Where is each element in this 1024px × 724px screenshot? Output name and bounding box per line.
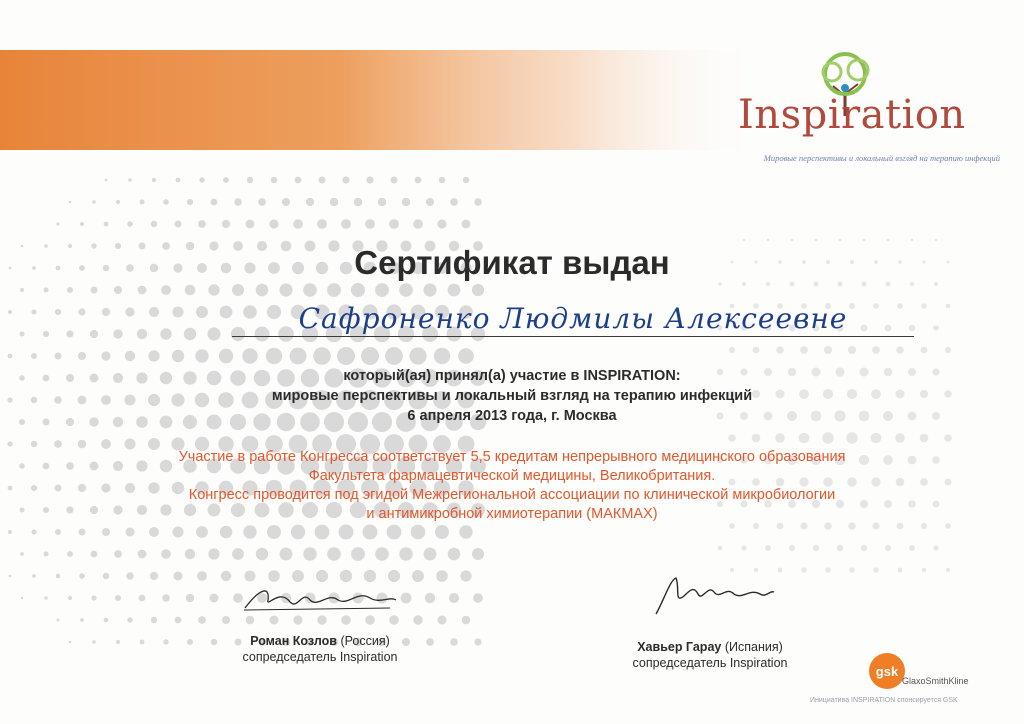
pattern-dot [910,282,914,286]
pattern-dot [210,594,219,603]
pattern-dot [800,346,808,354]
pattern-dot [173,307,184,318]
pattern-dot [366,176,373,183]
pattern-dot [766,282,770,286]
pattern-dot [116,200,120,204]
pattern-dot [31,353,37,359]
pattern-dot [886,282,891,287]
pattern-dot [934,282,938,286]
pattern-dot [313,347,331,365]
pattern-dot [54,440,62,448]
event-subtitle: мировые перспективы и локальный взгляд на терапию инфекций [271,388,753,404]
pattern-dot [361,347,379,365]
recipient-name: Сафроненко Людмилы Алексеевне [298,302,848,335]
pattern-dot [436,570,448,582]
pattern-dot [197,571,207,581]
pattern-dot [125,307,134,316]
signer-left-fullname: Роман Козлов [250,634,337,648]
pattern-dot [280,548,293,561]
pattern-dot [389,219,399,229]
pattern-dot [222,616,230,624]
pattern-dot [44,552,49,557]
pattern-dot [67,551,73,557]
pattern-dot [872,346,880,354]
pattern-dot [8,354,13,359]
pattern-dot [922,568,926,572]
pattern-dot [79,529,86,536]
pattern-dot [341,219,351,229]
pattern-dot [91,287,98,294]
pattern-dot [319,177,326,184]
pattern-dot [920,434,929,443]
pattern-dot [8,310,12,314]
pattern-dot [127,617,132,622]
gsk-sponsor-note: Инициатива INSPIRATION спонсируется GSK [810,697,958,704]
pattern-dot [221,571,231,581]
pattern-dot [742,282,746,286]
pattern-dot [411,525,426,540]
pattern-dot [791,239,794,242]
pattern-dot [765,545,771,551]
pattern-dot [102,308,110,316]
pattern-dot [838,282,843,287]
pattern-dot [185,549,195,559]
pattern-dot [814,282,819,287]
pattern-dot [799,433,810,444]
signature-right-icon [650,570,780,620]
pattern-dot [140,200,145,205]
pattern-dot [256,548,268,560]
pattern-dot [21,597,23,599]
pattern-dot [44,288,49,293]
pattern-dot [450,198,458,206]
pattern-dot [271,177,278,184]
pattern-dot [149,527,159,537]
pattern-dot [78,352,86,360]
pattern-dot [460,570,471,581]
pattern-dot [293,219,303,229]
pattern-dot [815,239,818,242]
pattern-dot [897,523,904,530]
pattern-dot [232,284,244,296]
pattern-dot [921,303,926,308]
pattern-dot [448,548,461,561]
name-underline [232,336,914,337]
pattern-dot [290,348,307,365]
pattern-dot [92,640,95,643]
pattern-dot [43,331,49,337]
pattern-dot [863,239,866,242]
signer-right-name [600,640,820,654]
pattern-dot [317,219,327,229]
pattern-dot [126,528,135,537]
pattern-dot [223,177,229,183]
pattern-dot [351,547,365,561]
pattern-dot [315,525,330,540]
pattern-dot [434,348,450,364]
pattern-dot [196,306,208,318]
pattern-dot [437,219,446,228]
pattern-dot [246,220,255,229]
pattern-dot [944,434,952,442]
pattern-dot [911,239,913,241]
pattern-dot [105,179,108,182]
signer-left-role: сопредседатель Inspiration [242,650,398,664]
pattern-dot [125,439,136,450]
pattern-dot [208,284,219,295]
pattern-dot [114,286,122,294]
pattern-dot [342,176,349,183]
pattern-dot [187,639,193,645]
pattern-dot [448,284,461,297]
signer-left-name [210,634,430,648]
pattern-dot [116,640,120,644]
pattern-dot [303,547,316,560]
pattern-dot [306,198,314,206]
pattern-dot [363,525,378,540]
pattern-dot [458,348,474,364]
pattern-dot [78,440,87,449]
pattern-dot [767,239,769,241]
pattern-dot [378,198,386,206]
pattern-dot [933,545,938,550]
certificate-title: Сертификат выдан [354,244,670,281]
pattern-dot [945,347,951,353]
pattern-dot [871,433,882,444]
pattern-dot [789,545,795,551]
pattern-dot [424,548,437,561]
pattern-dot [824,522,831,529]
pattern-dot [413,615,422,624]
pattern-dot [415,177,422,184]
gsk-logo-icon [868,652,906,690]
pattern-dot [115,595,121,601]
signer-right-country: (Испания) [724,640,783,654]
pattern-dot [822,432,833,443]
event-date-place: 6 апреля 2013 года, г. Москва [407,408,617,424]
pattern-dot [256,284,269,297]
pattern-dot [161,549,171,559]
pattern-dot [20,332,25,337]
pattern-dot [718,282,722,286]
pattern-dot [152,178,156,182]
faculty-note: Факультета фармацевтической медицины, Великобритания. [308,468,716,484]
pattern-dot [933,325,939,331]
pattern-dot [848,346,856,354]
pattern-dot [196,526,208,538]
pattern-dot [79,573,85,579]
pattern-dot [849,567,854,572]
pattern-dot [777,523,784,530]
pattern-dot [102,528,110,536]
pattern-dot [91,595,96,600]
pattern-dot [80,618,84,622]
pattern-dot [862,282,867,287]
pattern-dot [90,330,98,338]
pattern-dot [921,347,928,354]
pattern-dot [935,239,937,241]
pattern-dot [753,523,759,529]
orange-band [0,50,760,150]
pattern-dot [138,286,147,295]
pattern-dot [175,221,182,228]
pattern-dot [266,348,282,364]
pattern-dot [160,328,171,339]
pattern-dot [896,346,903,353]
pattern-dot [391,177,398,184]
pattern-dot [439,177,446,184]
pattern-dot [32,310,37,315]
pattern-dot [149,307,159,317]
pattern-dot [185,285,196,296]
pattern-dot [339,525,354,540]
pattern-dot [176,178,181,183]
pattern-dot [198,616,206,624]
pattern-dot [211,199,218,206]
pattern-dot [56,222,59,225]
pattern-dot [846,432,857,443]
pattern-dot [474,198,481,205]
pattern-dot [55,309,61,315]
pattern-dot [222,220,230,228]
pattern-dot [459,525,472,538]
pattern-dot [187,199,193,205]
pattern-dot [104,618,109,623]
pattern-dot [462,616,471,625]
pattern-dot [425,593,435,603]
pattern-dot [423,283,436,296]
pattern-dot [91,551,98,558]
pattern-dot [946,304,951,309]
pattern-dot [825,567,830,572]
pattern-dot [104,222,109,227]
pattern-dot [186,594,194,602]
pattern-dot [449,593,459,603]
pattern-dot [163,199,169,205]
pattern-dot [69,201,72,204]
pattern-dot [800,522,807,529]
pattern-dot [462,220,471,229]
credits-note: Участие в работе Конгресса соответствует 5,5 кредитам непрерывного медицинского образования [178,449,846,465]
pattern-dot [126,572,133,579]
pattern-dot [69,641,72,644]
pattern-dot [128,178,132,182]
pattern-dot [163,639,168,644]
pattern-dot [9,575,12,578]
pattern-dot [101,439,111,449]
pattern-dot [20,552,24,556]
association-note: Конгресс проводится под эгидой Межрегиональной ассоциации по клинической микробиологии [188,487,836,503]
pattern-dot [184,328,196,340]
pattern-dot [8,530,12,534]
pattern-dot [813,545,819,551]
pattern-dot [327,547,341,561]
pattern-dot [741,545,746,550]
pattern-dot [946,568,950,572]
pattern-dot [945,523,951,529]
pattern-dot [198,220,206,228]
pattern-dot [728,434,736,442]
pattern-dot [151,617,157,623]
participation-line: который(ая) принял(а) участие в INSPIRATION: [343,368,681,384]
pattern-dot [207,327,220,340]
pattern-dot [174,572,183,581]
logo-name: Inspiration [738,92,966,138]
pattern-dot [472,284,484,296]
pattern-dot [776,346,783,353]
pattern-dot [57,619,60,622]
pattern-dot [385,347,403,365]
signer-right-fullname: Хавьер Гарау [637,640,722,654]
pattern-dot [78,308,85,315]
pattern-dot [32,530,37,535]
pattern-dot [269,219,278,228]
pattern-dot [399,283,413,297]
pattern-dot [375,547,389,561]
pattern-dot [67,287,73,293]
pattern-dot [140,640,145,645]
pattern-dot [473,593,483,603]
pattern-dot [327,283,341,297]
gsk-company-name: GlaxoSmithKline [902,676,969,686]
pattern-dot [101,351,110,360]
pattern-dot [438,616,447,625]
pattern-dot [282,198,290,206]
pattern-dot [219,349,233,363]
pattern-dot [824,346,832,354]
pattern-dot [175,617,182,624]
pattern-dot [125,351,135,361]
pattern-dot [258,198,266,206]
pattern-dot [279,283,292,296]
pattern-dot [291,525,305,539]
pattern-dot [7,441,12,446]
pattern-dot [885,545,891,551]
pattern-dot [220,526,233,539]
pattern-dot [114,550,122,558]
pattern-dot [242,348,257,363]
pattern-dot [161,285,171,295]
pattern-dot [801,567,806,572]
pattern-dot [208,548,219,559]
pattern-dot [337,347,355,365]
gsk-logo-text: gsk [875,664,899,679]
pattern-dot [330,198,338,206]
pattern-dot [718,546,723,551]
pattern-dot [162,594,170,602]
pattern-dot [66,330,73,337]
pattern-dot [68,596,72,600]
pattern-dot [138,550,147,559]
pattern-dot [729,523,735,529]
pattern-dot [375,283,389,297]
pattern-dot [92,200,95,203]
pattern-dot [150,572,158,580]
pattern-dot [463,177,469,183]
pattern-dot [267,525,281,539]
pattern-dot [387,525,402,540]
pattern-dot [872,522,879,529]
pattern-dot [472,548,484,560]
pattern-dot [199,177,204,182]
pattern-dot [232,548,244,560]
pattern-dot [873,567,878,572]
association-note-cont: и антимикробной химиотерапии (МАКМАХ) [366,506,658,522]
pattern-dot [80,222,84,226]
pattern-dot [113,329,122,338]
pattern-dot [365,219,375,229]
pattern-dot [55,353,62,360]
pattern-dot [909,545,915,551]
pattern-dot [137,329,147,339]
signer-left-country: (Россия) [340,634,390,648]
pattern-dot [837,545,843,551]
pattern-dot [303,283,317,297]
pattern-dot [234,198,241,205]
pattern-dot [103,573,110,580]
pattern-dot [887,239,890,242]
signer-right-role: сопредседатель Inspiration [632,656,788,670]
pattern-dot [295,177,302,184]
pattern-dot [243,525,256,538]
pattern-dot [32,574,36,578]
pattern-dot [20,288,24,292]
pattern-dot [195,349,208,362]
pattern-dot [173,527,184,538]
pattern-dot [839,239,842,242]
pattern-dot [426,198,434,206]
logo-tagline: Мировые перспективы и локальный взгляд на терапию инфекций [763,153,1000,163]
pattern-dot [898,568,903,573]
pattern-dot [354,198,363,207]
pattern-dot [399,547,412,560]
pattern-dot [44,596,47,599]
pattern-dot [172,350,184,362]
pattern-dot [409,347,426,364]
pattern-dot [402,198,410,206]
pattern-dot [401,593,412,604]
pattern-dot [861,545,867,551]
pattern-dot [790,282,795,287]
pattern-dot [752,434,761,443]
pattern-dot [729,347,735,353]
signature-left-icon [240,578,400,618]
pattern-dot [450,638,458,646]
pattern-dot [151,221,157,227]
pattern-dot [55,529,61,535]
pattern-dot [31,441,37,447]
pattern-dot [775,433,785,443]
pattern-dot [921,523,927,529]
pattern-dot [435,525,449,539]
pattern-dot [139,595,146,602]
pattern-dot [148,350,159,361]
pattern-dot [247,177,253,183]
pattern-dot [895,433,905,443]
pattern-dot [127,221,133,227]
pattern-dot [413,219,423,229]
pattern-dot [56,574,61,579]
pattern-dot [412,570,424,582]
pattern-dot [474,638,481,645]
pattern-dot [753,347,760,354]
pattern-dot [743,239,745,241]
pattern-dot [351,283,365,297]
pattern-dot [848,522,855,529]
